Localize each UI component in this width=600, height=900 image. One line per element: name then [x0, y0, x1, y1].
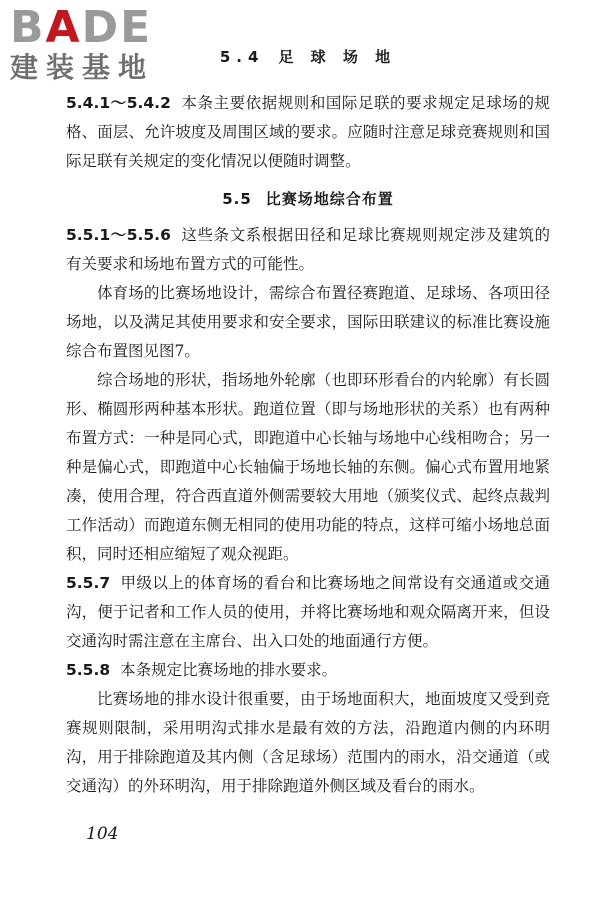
paragraph: 5.5.1～5.5.6 这些条文系根据田径和足球比赛规则规定涉及建筑的有关要求和场地布置方式的可能性。 [66, 226, 550, 273]
logo-chinese-text: 建装基地 [10, 51, 155, 84]
paragraph: 比赛场地的排水设计很重要，由于场地面积大，地面坡度又受到竞赛规则限制，采用明沟式排水是最有效的方法，沿跑道内侧的内环明沟，用于排除跑道及其内侧（含足球场）范围内的雨水，沿交通道（或交通沟）的外环明沟，用于排除跑道外侧区域及看台的雨水。 [66, 690, 550, 795]
section-heading-5-5: 5.5 比赛场地综合布置 [222, 190, 394, 208]
logo-wordmark: BADE [10, 2, 153, 53]
paragraph: 综合场地的形状，指场地外轮廓（也即环形看台的内轮廓）有长圆形、椭圆形两种基本形状。跑道位置（即与场地形状的关系）也有两种布置方式：一种是同心式，即跑道中心长轴与场地中心线相吻合；另一种是偏心式，即跑道中心长轴偏于场地长轴的东侧。偏心式布置用地紧凑，使用合理，符合西直道外侧需要较大用地（颁奖仪式、起终点裁判工作活动）而跑道东侧无相同的使用功能的特点，这样可缩小场地总面积，同时还相应缩短了观众视距。 [66, 371, 550, 563]
document-body [66, 46, 550, 801]
paragraph: 5.5.7 甲级以上的体育场的看台和比赛场地之间常设有交通道或交通沟，便于记者和工作人员的使用，并将比赛场地和观众隔离开来，但设交通沟时需注意在主席台、出入口处的地面通行方便。 [66, 574, 550, 650]
paragraph: 5.5.8 本条规定比赛场地的排水要求。 [66, 661, 338, 679]
page-number: 104 [86, 824, 119, 844]
section-heading-5-4: 5.4 足 球 场 地 [219, 48, 397, 66]
paragraph: 5.4.1～5.4.2 本条主要依据规则和国际足联的要求规定足球场的规格、面层、允许坡度及周围区域的要求。应随时注意足球竞赛规则和国际足联有关规定的变化情况以便随时调整。 [66, 94, 550, 170]
paragraph: 体育场的比赛场地设计，需综合布置径赛跑道、足球场、各项田径场地，以及满足其使用要求和安全要求，国际田联建议的标准比赛设施综合布置图见图7。 [66, 284, 550, 360]
